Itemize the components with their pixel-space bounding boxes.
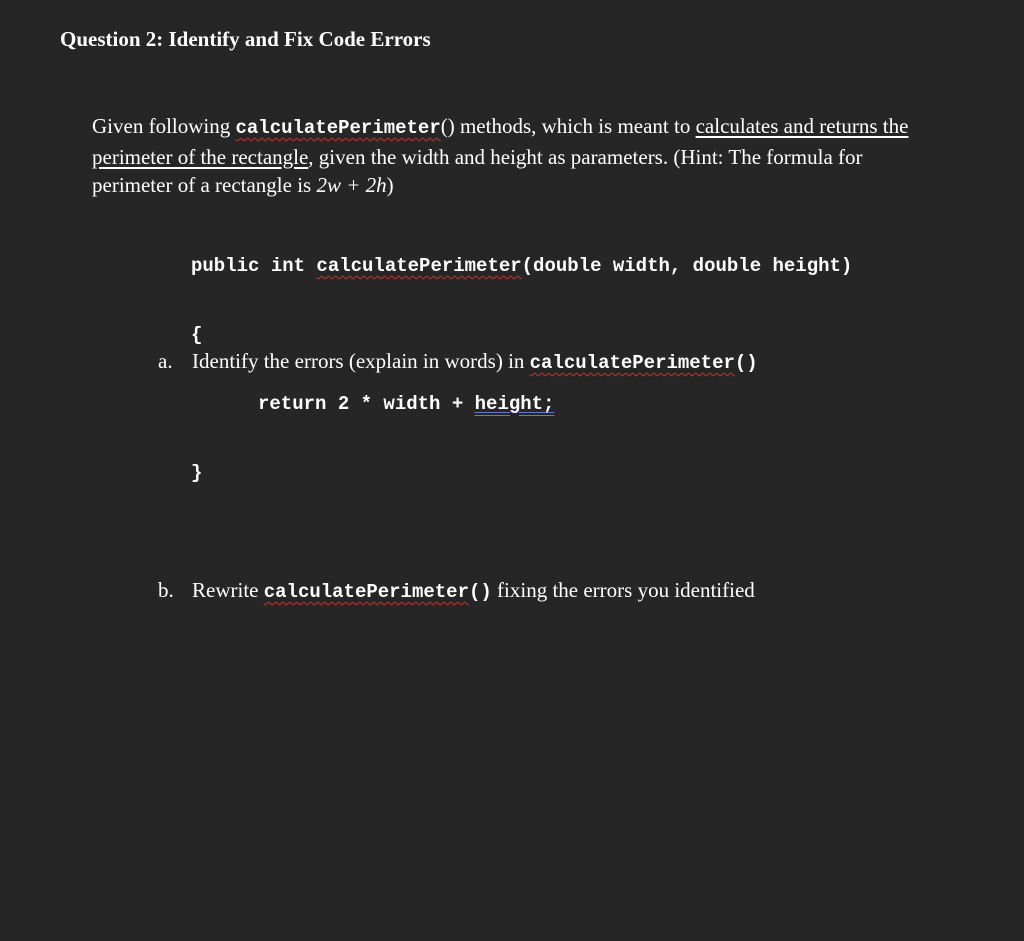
intro-text-4: ) [386,173,394,197]
code-close-brace: } [191,462,203,484]
intro-underlined-text: calculates and returns the perimeter of the rectangle [92,114,909,169]
question-a-method: calculatePerimeter [529,352,735,374]
intro-text-2: methods, which is meant to [454,114,696,138]
question-intro [92,112,932,200]
question-a [158,349,758,374]
code-line-return [191,393,852,416]
question-a-marker: a. [158,349,173,373]
question-title: Question 2: Identify and Fix Code Errors [60,27,431,51]
code-signature-prefix: public int [191,255,317,277]
intro-text-1: Given following [92,114,236,138]
question-b-parens: () [468,581,492,603]
question-b-method: calculatePerimeter [263,581,469,603]
intro-method-name: calculatePerimeter [235,117,441,139]
intro-text-3: , given the width and height as parameters. (Hint: The formula for perimeter of a rectangle is [92,144,863,197]
code-return-prefix: return 2 * width + [258,393,475,415]
question-a-text: Identify the errors (explain in words) in [192,349,530,373]
code-open-brace: { [191,324,203,346]
intro-formula: 2w + 2h [316,173,387,197]
code-method-name: calculatePerimeter [316,255,522,277]
code-line-signature [191,255,852,278]
code-return-tail: height; [474,393,555,415]
question-b [158,578,755,603]
code-signature-params: (double width, double height) [521,255,853,277]
intro-method-parens: () [440,114,455,138]
question-b-text-before: Rewrite [192,578,264,602]
question-a-parens: () [734,352,758,374]
question-b-marker: b. [158,578,174,602]
question-b-text-after: fixing the errors you identified [491,578,755,602]
